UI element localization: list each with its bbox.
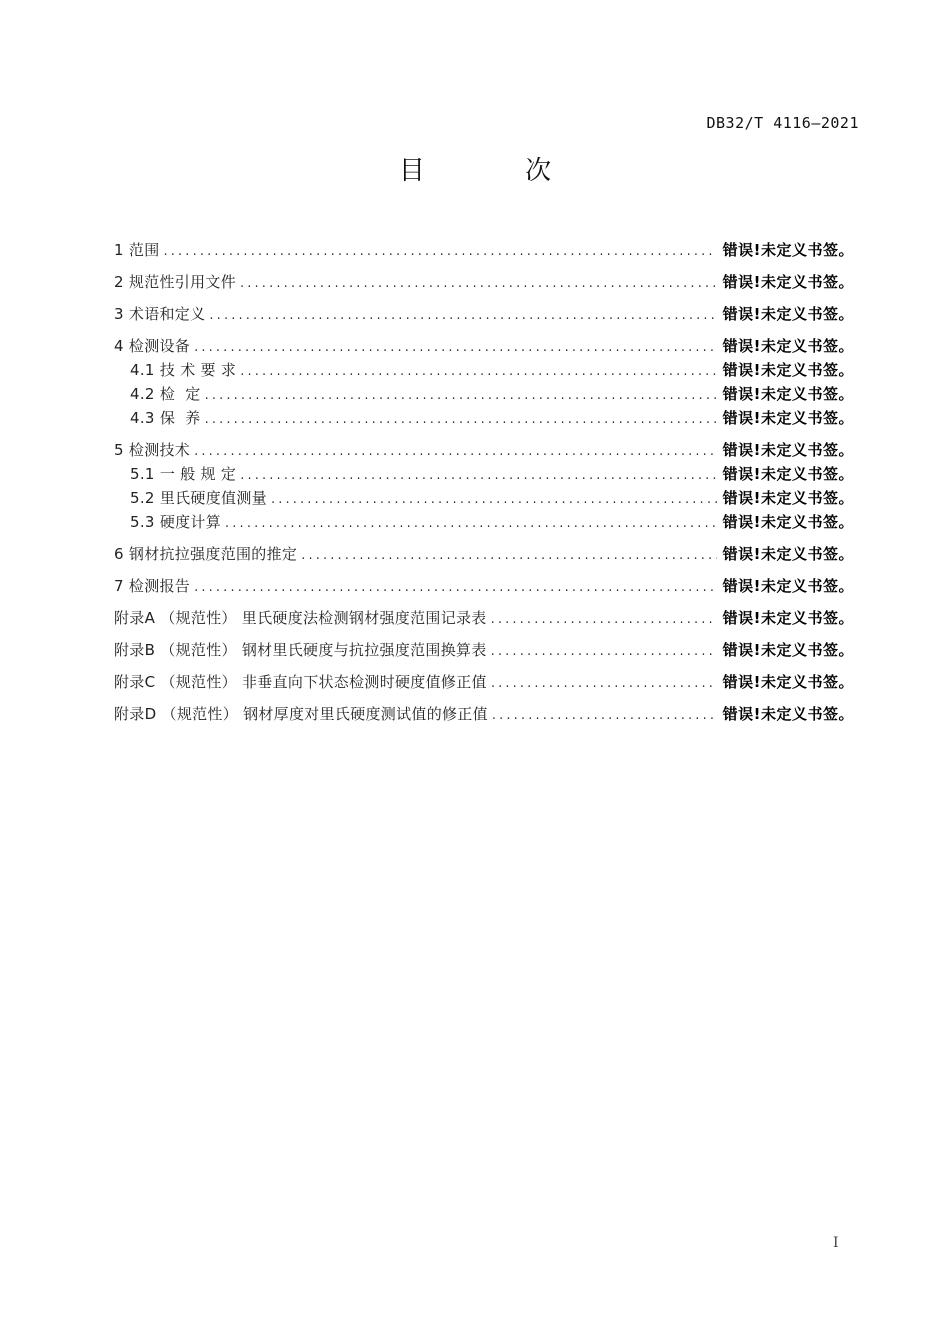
- page-number: I: [833, 1235, 839, 1251]
- toc-leader-dots: [271, 488, 717, 512]
- toc-entry-page: 错误!未定义书签。: [722, 273, 854, 291]
- toc-entry-page: 错误!未定义书签。: [722, 609, 854, 627]
- toc-entry-5[interactable]: [114, 438, 854, 462]
- toc-entry-page: 错误!未定义书签。: [722, 305, 854, 323]
- toc-entry-page: 错误!未定义书签。: [722, 409, 854, 427]
- toc-leader-dots: [194, 336, 717, 360]
- toc-entry-label: 2 规范性引用文件: [114, 273, 237, 291]
- toc-leader-dots: [491, 640, 717, 664]
- toc-entry-appendix-c[interactable]: [114, 670, 854, 694]
- toc-entry-page: 错误!未定义书签。: [722, 361, 854, 379]
- toc-leader-dots: [205, 384, 717, 408]
- toc-entry-page: 错误!未定义书签。: [722, 385, 854, 403]
- toc-entry-page: 错误!未定义书签。: [722, 577, 854, 595]
- toc-entry-page: 错误!未定义书签。: [722, 489, 854, 507]
- toc-entry-label: 5 检测技术: [114, 441, 191, 459]
- toc-entry-label: 附录B （规范性） 钢材里氏硬度与抗拉强度范围换算表: [114, 641, 487, 659]
- toc-entry-label: 4.2 检 定: [130, 385, 201, 403]
- toc-entry-4-1[interactable]: [114, 358, 854, 382]
- toc-leader-dots: [491, 672, 717, 696]
- table-of-contents: [114, 238, 854, 726]
- toc-entry-label: 附录C （规范性） 非垂直向下状态检测时硬度值修正值: [114, 673, 487, 691]
- toc-entry-appendix-d[interactable]: [114, 702, 854, 726]
- toc-entry-label: 5.3 硬度计算: [130, 513, 222, 531]
- toc-leader-dots: [194, 576, 717, 600]
- toc-entry-page: 错误!未定义书签。: [722, 337, 854, 355]
- toc-entry-page: 错误!未定义书签。: [722, 705, 854, 723]
- toc-entry-page: 错误!未定义书签。: [722, 545, 854, 563]
- toc-entry-4-3[interactable]: [114, 406, 854, 430]
- toc-entry-page: 错误!未定义书签。: [722, 441, 854, 459]
- toc-entry-page: 错误!未定义书签。: [722, 641, 854, 659]
- toc-entry-7[interactable]: [114, 574, 854, 598]
- toc-entry-2[interactable]: [114, 270, 854, 294]
- toc-entry-5-2[interactable]: [114, 486, 854, 510]
- toc-leader-dots: [301, 544, 716, 568]
- toc-entry-4[interactable]: [114, 334, 854, 358]
- toc-leader-dots: [209, 304, 716, 328]
- toc-entry-page: 错误!未定义书签。: [722, 513, 854, 531]
- standard-code: DB32/T 4116—2021: [706, 114, 859, 132]
- toc-leader-dots: [492, 704, 717, 728]
- toc-leader-dots: [164, 240, 717, 264]
- toc-entry-label: 5.1 一 般 规 定: [130, 465, 237, 483]
- toc-entry-label: 3 术语和定义: [114, 305, 206, 323]
- toc-entry-appendix-a[interactable]: [114, 606, 854, 630]
- toc-leader-dots: [225, 512, 717, 536]
- toc-leader-dots: [240, 464, 716, 488]
- toc-entry-label: 5.2 里氏硬度值测量: [130, 489, 267, 507]
- toc-entry-label: 1 范围: [114, 241, 160, 259]
- page-title: 目 次: [398, 156, 598, 186]
- toc-entry-3[interactable]: [114, 302, 854, 326]
- toc-leader-dots: [194, 440, 717, 464]
- toc-entry-page: 错误!未定义书签。: [722, 673, 854, 691]
- toc-entry-label: 附录D （规范性） 钢材厚度对里氏硬度测试值的修正值: [114, 705, 488, 723]
- toc-entry-label: 4.3 保 养: [130, 409, 201, 427]
- toc-entry-label: 7 检测报告: [114, 577, 191, 595]
- toc-entry-label: 4 检测设备: [114, 337, 191, 355]
- toc-entry-page: 错误!未定义书签。: [722, 465, 854, 483]
- toc-leader-dots: [240, 272, 717, 296]
- toc-entry-label: 附录A （规范性） 里氏硬度法检测钢材强度范围记录表: [114, 609, 487, 627]
- toc-leader-dots: [491, 608, 717, 632]
- toc-entry-label: 6 钢材抗拉强度范围的推定: [114, 545, 298, 563]
- toc-entry-appendix-b[interactable]: [114, 638, 854, 662]
- toc-entry-5-3[interactable]: [114, 510, 854, 534]
- toc-entry-page: 错误!未定义书签。: [722, 241, 854, 259]
- toc-entry-1[interactable]: [114, 238, 854, 262]
- toc-entry-5-1[interactable]: [114, 462, 854, 486]
- toc-leader-dots: [240, 360, 716, 384]
- toc-entry-6[interactable]: [114, 542, 854, 566]
- toc-entry-4-2[interactable]: [114, 382, 854, 406]
- toc-leader-dots: [205, 408, 717, 432]
- toc-entry-label: 4.1 技 术 要 求: [130, 361, 237, 379]
